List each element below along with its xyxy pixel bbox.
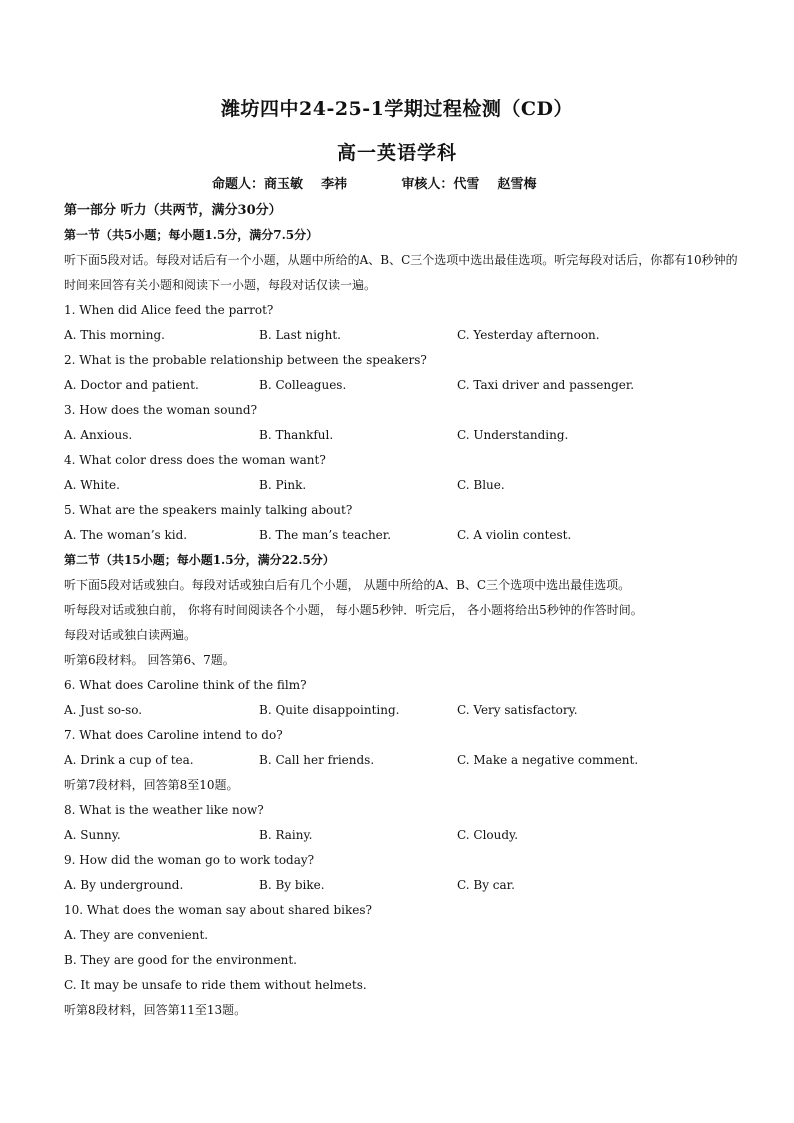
options-3 bbox=[64, 423, 744, 448]
option-b: B. Rainy. bbox=[259, 828, 313, 842]
option-b: B. Pink. bbox=[259, 478, 307, 492]
options-4 bbox=[64, 473, 744, 498]
option-b: B. Last night. bbox=[259, 328, 341, 342]
question-6: 6. What does Caroline think of the film? bbox=[64, 678, 307, 692]
option-c: C. It may be unsafe to ride them without helmets. bbox=[64, 978, 367, 992]
option-a: A. Just so-so. bbox=[64, 703, 143, 717]
option-a: A. Doctor and patient. bbox=[64, 378, 199, 392]
material-6-note: 听第6段材料。 回答第6、7题。 bbox=[64, 653, 235, 667]
options-1 bbox=[64, 323, 744, 348]
option-c: C. By car. bbox=[457, 878, 515, 892]
question-2: 2. What is the probable relationship between the speakers? bbox=[64, 353, 427, 367]
option-a: A. Drink a cup of tea. bbox=[64, 753, 194, 767]
option-c: C. Cloudy. bbox=[457, 828, 519, 842]
options-8 bbox=[64, 823, 744, 848]
question-3: 3. How does the woman sound? bbox=[64, 403, 258, 417]
options-9 bbox=[64, 873, 744, 898]
option-b: B. Colleagues. bbox=[259, 378, 347, 392]
option-b: B. By bike. bbox=[259, 878, 325, 892]
option-a: A. Anxious. bbox=[64, 428, 133, 442]
option-b: B. Call her friends. bbox=[259, 753, 375, 767]
section2-instruction-line-1: 听下面5段对话或独白。每段对话或独白后有几个小题， 从题中所给的A、B、C三个选项中选出最佳选项。 bbox=[64, 578, 631, 592]
option-a: A. White. bbox=[64, 478, 120, 492]
option-c: C. A violin contest. bbox=[457, 528, 572, 542]
option-c: C. Understanding. bbox=[457, 428, 569, 442]
question-7: 7. What does Caroline intend to do? bbox=[64, 728, 283, 742]
option-b: B. The man’s teacher. bbox=[259, 528, 392, 542]
options-5 bbox=[64, 523, 744, 548]
option-b: B. Quite disappointing. bbox=[259, 703, 400, 717]
section2-instruction-line-3: 每段对话或独白读两遍。 bbox=[64, 628, 197, 642]
material-7-note: 听第7段材料，回答第8至10题。 bbox=[64, 778, 239, 792]
options-2 bbox=[64, 373, 744, 398]
option-c: C. Very satisfactory. bbox=[457, 703, 578, 717]
section2-heading: 第二节（共15小题；每小题1.5分，满分22.5分） bbox=[64, 553, 335, 567]
question-4: 4. What color dress does the woman want? bbox=[64, 453, 326, 467]
option-a: A. By underground. bbox=[64, 878, 184, 892]
question-9: 9. How did the woman go to work today? bbox=[64, 853, 315, 867]
option-a: A. This morning. bbox=[64, 328, 165, 342]
question-1: 1. When did Alice feed the parrot? bbox=[64, 303, 274, 317]
options-7 bbox=[64, 748, 744, 773]
option-b: B. They are good for the environment. bbox=[64, 953, 297, 967]
option-a: A. They are convenient. bbox=[64, 928, 209, 942]
option-a: A. Sunny. bbox=[64, 828, 121, 842]
question-10: 10. What does the woman say about shared bikes? bbox=[64, 903, 372, 917]
exam-subtitle: 高一英语学科 bbox=[336, 142, 457, 164]
section2-instruction-line-2: 听每段对话或独白前， 你将有时间阅读各个小题， 每小题5秒钟．听完后， 各小题将给出5秒钟的作答时间。 bbox=[64, 603, 643, 617]
section1-instruction: 听下面5段对话。每段对话后有一个小题，从题中所给的A、B、C三个选项中选出最佳选项。听完每段对话后，你都有10秒钟的时间来回答有关小题和阅读下一小题，每段对话仅读一遍。 bbox=[64, 253, 738, 292]
option-b: B. Thankful. bbox=[259, 428, 334, 442]
options-6 bbox=[64, 698, 744, 723]
option-c: C. Taxi driver and passenger. bbox=[457, 378, 635, 392]
material-8-note: 听第8段材料，回答第11至13题。 bbox=[64, 1003, 247, 1017]
section1-heading: 第一节（共5小题；每小题1.5分，满分7.5分） bbox=[64, 228, 319, 242]
author-line: 命题人：商玉敏 李祎 审核人：代雪 赵雪梅 bbox=[212, 177, 537, 192]
option-c: C. Make a negative comment. bbox=[457, 753, 639, 767]
exam-body bbox=[64, 198, 744, 1023]
option-c: C. Blue. bbox=[457, 478, 505, 492]
exam-title: 潍坊四中24-25-1学期过程检测（CD） bbox=[221, 98, 573, 120]
question-8: 8. What is the weather like now? bbox=[64, 803, 264, 817]
option-a: A. The woman’s kid. bbox=[64, 528, 188, 542]
question-5: 5. What are the speakers mainly talking about? bbox=[64, 503, 353, 517]
part1-heading: 第一部分 听力（共两节，满分30分） bbox=[64, 203, 282, 218]
option-c: C. Yesterday afternoon. bbox=[457, 328, 600, 342]
